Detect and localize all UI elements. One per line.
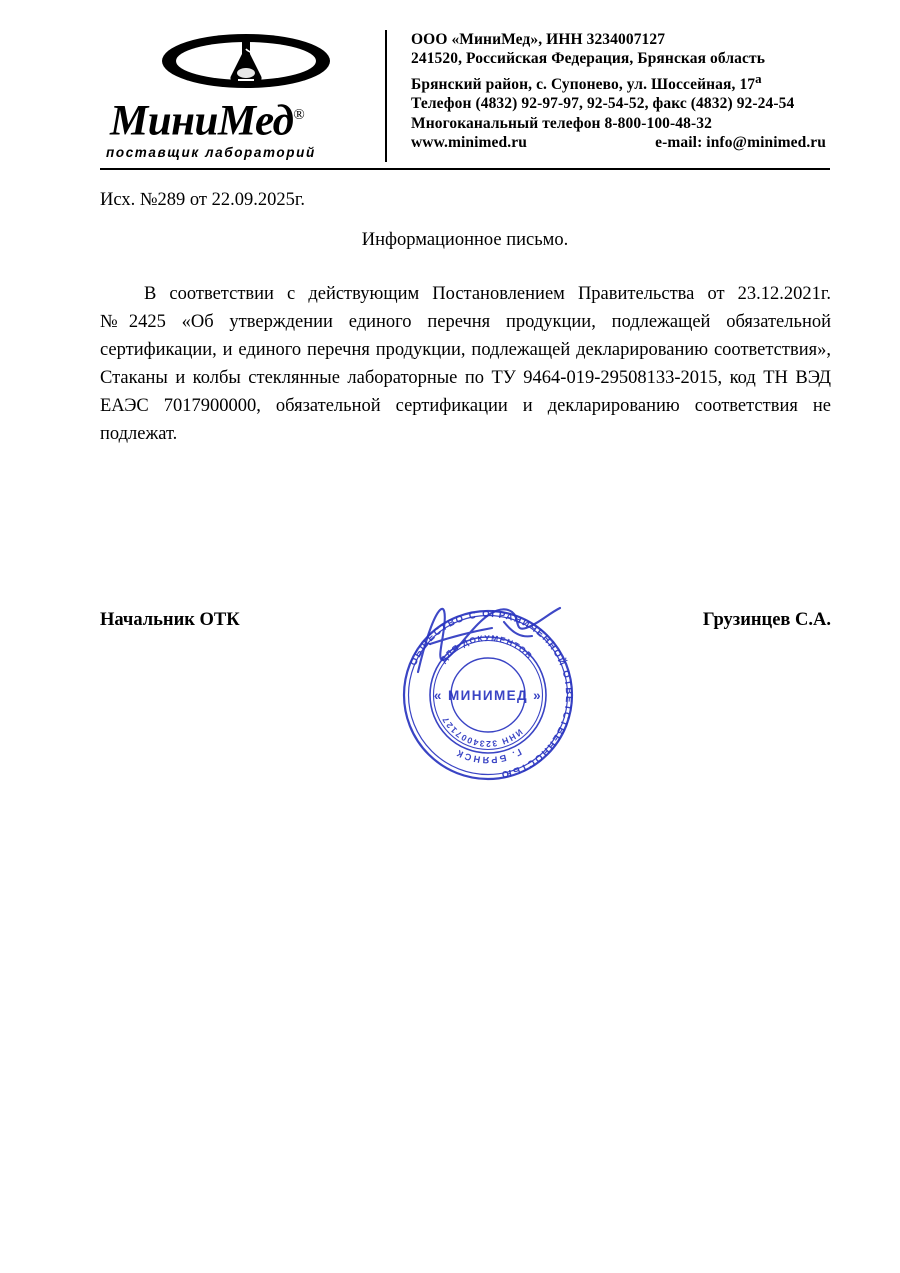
signatory-name: Грузинцев С.А. (702, 610, 831, 630)
outgoing-number: Исх. №289 от 22.09.2025г. (100, 190, 305, 210)
stamp-inner-top-text: ДЛЯ ДОКУМЕНТОВ (438, 632, 536, 665)
stamp-center-text: « МИНИМЕД » (433, 688, 543, 703)
company-phone-fax: Телефон (4832) 92-97-97, 92-54-52, факс (4832) 92-24-54 (411, 95, 795, 113)
company-details (399, 30, 830, 153)
company-name-inn: ООО «МиниМед», ИНН 3234007127 (411, 31, 666, 48)
stamp-inn-text: ИНН 3234007127 (439, 714, 525, 750)
company-address-street: Брянский район, с. Супонево, ул. Шоссейная, $17^а$ (411, 70, 762, 93)
document-body: В соответствии с действующим Постановлением Правительства от 23.12.2021г. №2425 «Об утверждении единого перечня продукции, подлежащей обязательной сертификации, и единого перечня продукции, подлежащей декларированию соответствия», Стаканы и колбы стеклянные лабораторные по ТУ 9464-019-29508133-2015, код ТН ВЭД ЕАЭС 7017900000, обязательной сертификации и декларированию соответствия не подлежат. (100, 284, 831, 444)
company-address-region: 241520, Российская Федерация, Брянская область (411, 50, 765, 68)
flask-in-ellipse-logo (162, 34, 330, 90)
flask-icon (223, 40, 269, 82)
company-hotline: Многоканальный телефон 8-800-100-48-32 (411, 114, 712, 132)
stamp-city-text: Г. БРЯНСК (453, 746, 524, 766)
company-website[interactable]: www.minimed.ru (411, 134, 527, 152)
stamp-outer-text: ОБЩЕСТВО С ОГРАНИЧЕННОЙ ОТВЕТСТВЕННОСТЬЮ (408, 608, 575, 781)
company-web-email (411, 133, 830, 152)
handwritten-signature (408, 598, 568, 688)
company-email[interactable]: e-mail: info@minimed.ru (655, 134, 826, 152)
registered-mark: ® (293, 107, 305, 123)
logo-tagline: поставщик лабораторий (106, 145, 316, 161)
header-divider-horizontal (100, 168, 830, 170)
letterhead (100, 30, 830, 162)
page-title: Информационное письмо. (361, 230, 569, 250)
header-divider-vertical (385, 30, 387, 162)
company-logo (100, 30, 385, 160)
address-superscript: а (755, 70, 762, 86)
logo-wordmark: МиниМед® (110, 97, 305, 145)
signatory-position: Начальник ОТК (100, 610, 240, 630)
